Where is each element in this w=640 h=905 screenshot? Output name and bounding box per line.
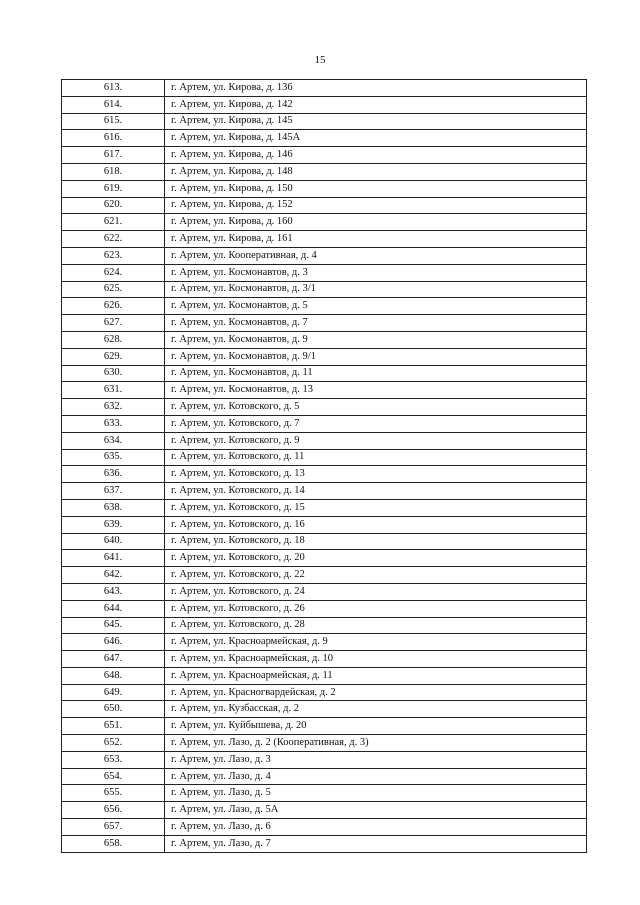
row-address: г. Артем, ул. Котовского, д. 22 <box>165 567 587 584</box>
table-row <box>62 96 587 113</box>
table-row <box>62 415 587 432</box>
row-number: 638. <box>62 499 165 516</box>
row-number: 643. <box>62 583 165 600</box>
table-row <box>62 80 587 97</box>
row-number: 641. <box>62 550 165 567</box>
row-address: г. Артем, ул. Кирова, д. 146 <box>165 147 587 164</box>
row-number: 635. <box>62 449 165 466</box>
row-address: г. Артем, ул. Лазо, д. 3 <box>165 751 587 768</box>
row-address: г. Артем, ул. Лазо, д. 2 (Кооперативная, д. 3) <box>165 735 587 752</box>
row-number: 651. <box>62 718 165 735</box>
row-address: г. Артем, ул. Куйбышева, д. 20 <box>165 718 587 735</box>
table-row <box>62 785 587 802</box>
table-row <box>62 247 587 264</box>
row-number: 637. <box>62 483 165 500</box>
table-row <box>62 499 587 516</box>
row-number: 657. <box>62 819 165 836</box>
row-address: г. Артем, ул. Котовского, д. 13 <box>165 466 587 483</box>
table-row <box>62 315 587 332</box>
row-number: 631. <box>62 382 165 399</box>
row-number: 614. <box>62 96 165 113</box>
address-table <box>61 79 587 853</box>
table-row <box>62 231 587 248</box>
row-number: 626. <box>62 298 165 315</box>
row-address: г. Артем, ул. Котовского, д. 24 <box>165 583 587 600</box>
row-number: 630. <box>62 365 165 382</box>
row-address: г. Артем, ул. Котовского, д. 20 <box>165 550 587 567</box>
row-number: 648. <box>62 667 165 684</box>
row-address: г. Артем, ул. Котовского, д. 18 <box>165 533 587 550</box>
table-row <box>62 382 587 399</box>
row-number: 642. <box>62 567 165 584</box>
row-address: г. Артем, ул. Космонавтов, д. 13 <box>165 382 587 399</box>
row-address: г. Артем, ул. Космонавтов, д. 7 <box>165 315 587 332</box>
row-address: г. Артем, ул. Кирова, д. 160 <box>165 214 587 231</box>
table-row <box>62 348 587 365</box>
table-row <box>62 130 587 147</box>
row-number: 653. <box>62 751 165 768</box>
row-number: 622. <box>62 231 165 248</box>
row-address: г. Артем, ул. Кузбасская, д. 2 <box>165 701 587 718</box>
row-address: г. Артем, ул. Красноармейская, д. 9 <box>165 634 587 651</box>
row-address: г. Артем, ул. Лазо, д. 5А <box>165 802 587 819</box>
table-row <box>62 819 587 836</box>
row-number: 636. <box>62 466 165 483</box>
table-row <box>62 449 587 466</box>
row-number: 629. <box>62 348 165 365</box>
row-address: г. Артем, ул. Космонавтов, д. 5 <box>165 298 587 315</box>
row-address: г. Артем, ул. Космонавтов, д. 3/1 <box>165 281 587 298</box>
table-row <box>62 634 587 651</box>
table-row <box>62 432 587 449</box>
table-row <box>62 298 587 315</box>
row-number: 655. <box>62 785 165 802</box>
row-number: 640. <box>62 533 165 550</box>
row-address: г. Артем, ул. Кирова, д. 161 <box>165 231 587 248</box>
row-address: г. Артем, ул. Красногвардейская, д. 2 <box>165 684 587 701</box>
table-row <box>62 701 587 718</box>
table-row <box>62 113 587 130</box>
row-address: г. Артем, ул. Котовского, д. 14 <box>165 483 587 500</box>
table-row <box>62 533 587 550</box>
table-row <box>62 583 587 600</box>
row-number: 621. <box>62 214 165 231</box>
row-address: г. Артем, ул. Котовского, д. 11 <box>165 449 587 466</box>
table-row <box>62 735 587 752</box>
row-address: г. Артем, ул. Красноармейская, д. 11 <box>165 667 587 684</box>
row-address: г. Артем, ул. Котовского, д. 5 <box>165 399 587 416</box>
row-address: г. Артем, ул. Лазо, д. 7 <box>165 835 587 852</box>
row-address: г. Артем, ул. Лазо, д. 6 <box>165 819 587 836</box>
row-address: г. Артем, ул. Котовского, д. 16 <box>165 516 587 533</box>
table-row <box>62 802 587 819</box>
table-row <box>62 281 587 298</box>
row-number: 645. <box>62 617 165 634</box>
table-row <box>62 399 587 416</box>
row-number: 658. <box>62 835 165 852</box>
row-address: г. Артем, ул. Котовского, д. 15 <box>165 499 587 516</box>
table-row <box>62 667 587 684</box>
row-number: 634. <box>62 432 165 449</box>
row-number: 652. <box>62 735 165 752</box>
row-number: 650. <box>62 701 165 718</box>
row-address: г. Артем, ул. Космонавтов, д. 11 <box>165 365 587 382</box>
table-row <box>62 331 587 348</box>
row-number: 625. <box>62 281 165 298</box>
row-address: г. Артем, ул. Космонавтов, д. 3 <box>165 264 587 281</box>
row-number: 624. <box>62 264 165 281</box>
row-address: г. Артем, ул. Кирова, д. 148 <box>165 163 587 180</box>
table-row <box>62 600 587 617</box>
table-row <box>62 768 587 785</box>
row-number: 646. <box>62 634 165 651</box>
table-row <box>62 147 587 164</box>
row-address: г. Артем, ул. Котовского, д. 26 <box>165 600 587 617</box>
row-address: г. Артем, ул. Кирова, д. 145 <box>165 113 587 130</box>
row-address: г. Артем, ул. Космонавтов, д. 9 <box>165 331 587 348</box>
row-address: г. Артем, ул. Космонавтов, д. 9/1 <box>165 348 587 365</box>
row-number: 628. <box>62 331 165 348</box>
table-row <box>62 264 587 281</box>
row-address: г. Артем, ул. Кирова, д. 145А <box>165 130 587 147</box>
row-address: г. Артем, ул. Красноармейская, д. 10 <box>165 651 587 668</box>
row-number: 654. <box>62 768 165 785</box>
row-number: 620. <box>62 197 165 214</box>
row-number: 649. <box>62 684 165 701</box>
table-row <box>62 617 587 634</box>
row-address: г. Артем, ул. Кирова, д. 142 <box>165 96 587 113</box>
table-row <box>62 684 587 701</box>
row-number: 617. <box>62 147 165 164</box>
row-number: 633. <box>62 415 165 432</box>
table-row <box>62 163 587 180</box>
table-row <box>62 550 587 567</box>
row-number: 647. <box>62 651 165 668</box>
row-address: г. Артем, ул. Кооперативная, д. 4 <box>165 247 587 264</box>
row-address: г. Артем, ул. Кирова, д. 136 <box>165 80 587 97</box>
row-address: г. Артем, ул. Котовского, д. 9 <box>165 432 587 449</box>
row-number: 615. <box>62 113 165 130</box>
row-number: 656. <box>62 802 165 819</box>
table-row <box>62 365 587 382</box>
row-address: г. Артем, ул. Котовского, д. 7 <box>165 415 587 432</box>
table-row <box>62 651 587 668</box>
table-row <box>62 197 587 214</box>
row-number: 623. <box>62 247 165 264</box>
row-number: 644. <box>62 600 165 617</box>
table-row <box>62 214 587 231</box>
row-address: г. Артем, ул. Лазо, д. 4 <box>165 768 587 785</box>
table-row <box>62 751 587 768</box>
row-number: 613. <box>62 80 165 97</box>
row-address: г. Артем, ул. Лазо, д. 5 <box>165 785 587 802</box>
table-row <box>62 835 587 852</box>
row-number: 619. <box>62 180 165 197</box>
page-number: 15 <box>314 54 326 66</box>
row-number: 627. <box>62 315 165 332</box>
table-row <box>62 483 587 500</box>
row-number: 632. <box>62 399 165 416</box>
row-number: 639. <box>62 516 165 533</box>
row-number: 618. <box>62 163 165 180</box>
table-row <box>62 718 587 735</box>
table-row <box>62 180 587 197</box>
table-row <box>62 466 587 483</box>
row-address: г. Артем, ул. Кирова, д. 152 <box>165 197 587 214</box>
address-table-body <box>62 80 587 853</box>
row-number: 616. <box>62 130 165 147</box>
row-address: г. Артем, ул. Котовского, д. 28 <box>165 617 587 634</box>
table-row <box>62 516 587 533</box>
row-address: г. Артем, ул. Кирова, д. 150 <box>165 180 587 197</box>
table-row <box>62 567 587 584</box>
